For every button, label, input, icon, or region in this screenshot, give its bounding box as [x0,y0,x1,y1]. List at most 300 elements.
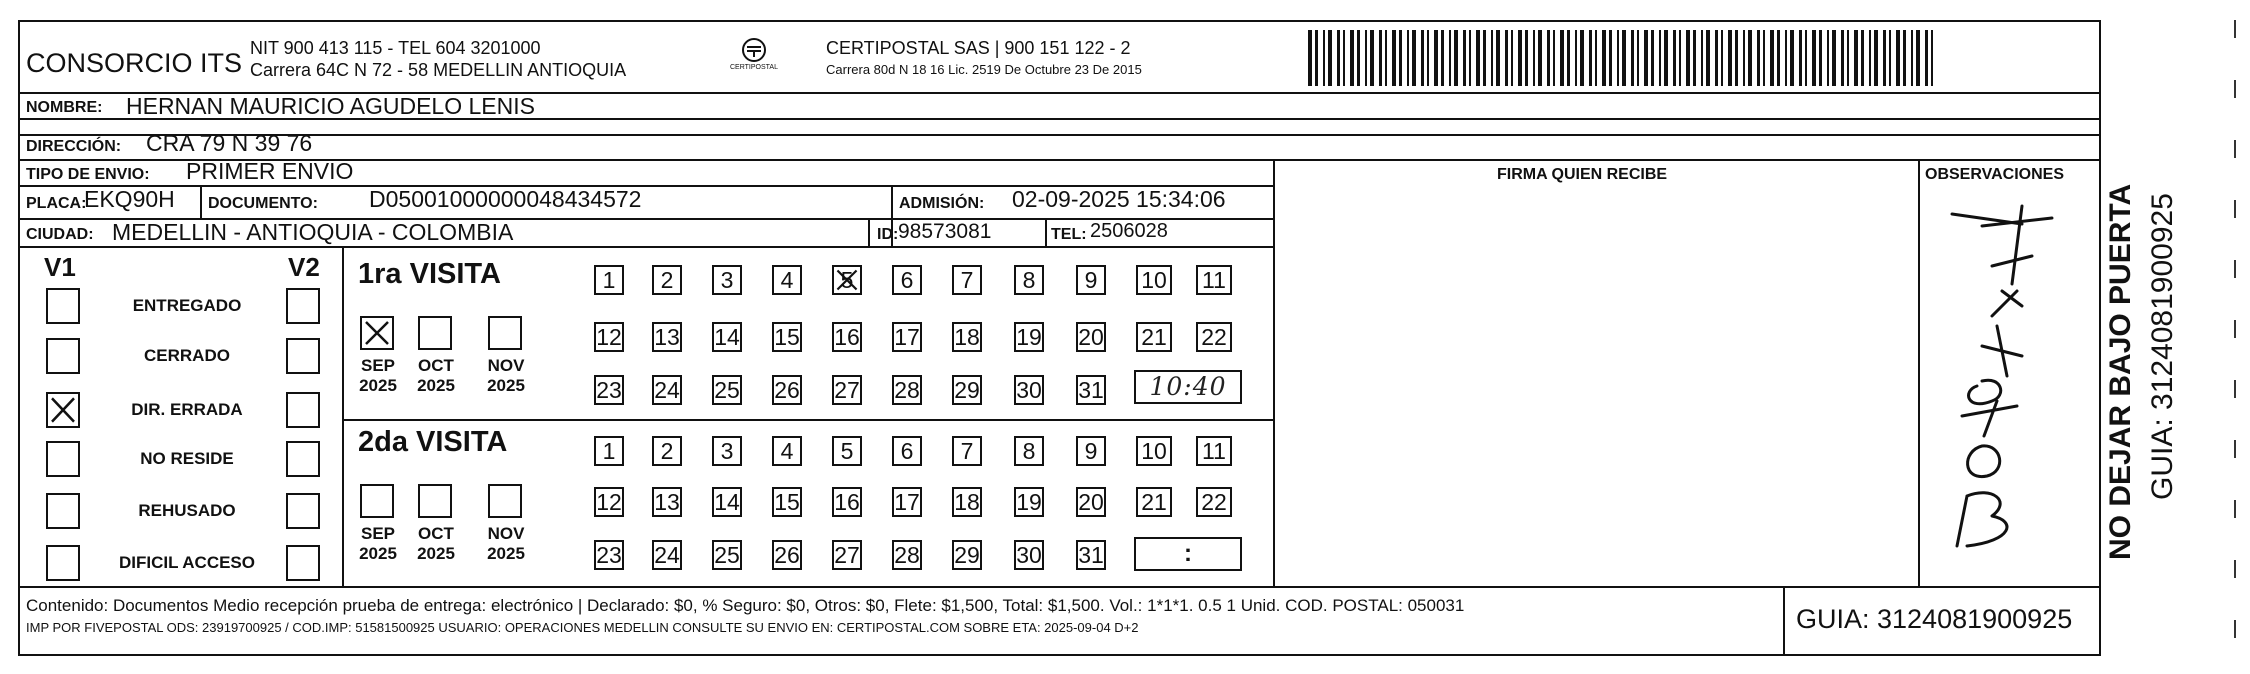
reason-label: DIR. ERRADA [131,400,243,419]
barcode-bar [1728,30,1732,86]
day-number: 26 [774,377,800,403]
tipo-envio-label: TIPO DE ENVIO: [26,166,150,183]
first-visit-time-box [1134,370,1242,404]
second-visit-day[interactable] [832,436,862,466]
second-visit-day[interactable] [594,540,624,570]
barcode-bar [1903,30,1906,86]
first-visit-day[interactable] [772,322,802,352]
barcode-bar [1686,30,1690,86]
second-visit-day[interactable] [1014,436,1044,466]
nombre-label: NOMBRE: [26,99,103,116]
first-visit-day[interactable] [1014,265,1044,295]
day-number: 11 [1202,267,1226,293]
barcode-bar [1357,30,1360,86]
day-number: 23 [596,377,622,403]
barcode-bar [1896,30,1900,86]
day-number: 2 [660,438,674,464]
barcode-bar [1337,30,1340,86]
logo-text: CERTIPOSTAL [730,64,778,71]
barcode-bar [1589,30,1592,86]
day-number: 14 [714,324,740,350]
placa-value: EKQ90H [84,186,175,212]
second-visit-day[interactable] [952,487,982,517]
v2-checkbox[interactable] [286,338,320,374]
documento-label: DOCUMENTO: [208,195,318,212]
company-name: CONSORCIO ITS [26,48,243,78]
day-number: 16 [834,324,860,350]
second-visit-day[interactable] [952,540,982,570]
day-number: 9 [1084,438,1098,464]
id-label: ID: [877,226,899,243]
barcode-bar [1609,30,1612,86]
barcode-bar [1308,30,1312,86]
second-visit-day[interactable] [1136,436,1172,466]
day-number: 9 [1084,267,1098,293]
month-name: NOV [487,524,525,543]
barcode-bar [1743,30,1745,86]
second-visit-day[interactable] [712,487,742,517]
day-number: 1 [602,438,616,464]
barcode-bar [1350,30,1354,86]
barcode-bar [1869,30,1871,86]
barcode-bar [1370,30,1374,86]
barcode-bar [1567,30,1570,86]
barcode-bar [1518,30,1522,86]
barcode-bar [1785,30,1787,86]
v1-checkbox[interactable] [46,392,80,428]
day-number: 17 [894,489,920,515]
first-visit-day[interactable] [712,265,742,295]
day-number: 18 [954,489,980,515]
tipo-envio-value: PRIMER ENVIO [186,158,354,184]
barcode-bar [1925,30,1928,86]
reason-label: ENTREGADO [132,296,242,315]
day-number: 5 [840,267,854,293]
barcode-bar [1343,30,1345,86]
barcode-bar [1701,30,1703,86]
day-number: 5 [840,438,854,464]
barcode-bar [1748,30,1752,86]
certipostal-line1: CERTIPOSTAL SAS | 900 151 122 - 2 [826,38,1131,58]
second-visit-day[interactable] [652,540,682,570]
tel-label: TEL: [1051,226,1087,243]
barcode-bar [1421,30,1424,86]
barcode-bar [1911,30,1913,86]
month-name: SEP [360,356,396,375]
day-number: 29 [954,542,980,568]
day-number: 27 [834,377,860,403]
footer-imp: IMP POR FIVEPOSTAL ODS: 23919700925 / COD.IMP: 51581500925 USUARIO: OPERACIONES MEDELLIN CONSULTE SU ENVIO EN: CERTIPOSTAL.COM SOBRE ETA: 2025-09-04 D+2 [26,620,1139,635]
v1-checkbox[interactable] [46,545,80,581]
first-visit-day[interactable] [1076,322,1106,352]
day-number: 24 [654,542,680,568]
second-visit-month-checkbox[interactable] [418,484,452,518]
second-visit-day[interactable] [1076,540,1106,570]
barcode-bar [1602,30,1606,86]
first-visit-day[interactable] [594,375,624,405]
barcode-bar [1721,30,1723,86]
first-visit-day[interactable] [1196,265,1232,295]
barcode-bar [1491,30,1493,86]
second-visit-day[interactable] [652,436,682,466]
barcode-bar [1323,30,1325,86]
certipostal-logo-icon [726,36,782,84]
day-number: 28 [894,377,920,403]
v1-checkbox[interactable] [46,338,80,374]
first-visit-day[interactable] [1196,322,1232,352]
first-visit-day[interactable] [952,265,982,295]
barcode-bar [1553,30,1555,86]
first-visit-day[interactable] [772,375,802,405]
month-year: 2025 [417,376,455,395]
barcode-bar [1693,30,1696,86]
second-visit-day[interactable] [1076,487,1106,517]
barcode-bar [1706,30,1710,86]
day-number: 10 [1141,438,1167,464]
side-warning: NO DEJAR BAJO PUERTA [2104,183,2137,560]
first-visit-month-checkbox[interactable] [360,316,394,350]
month-year: 2025 [417,544,455,563]
reason-label: NO RESIDE [140,449,234,468]
barcode-bar [1511,30,1513,86]
v2-checkbox[interactable] [286,392,320,428]
barcode-bar [1777,30,1780,86]
first-visit-month-label [482,356,530,396]
first-visit-day[interactable] [652,322,682,352]
second-visit-day[interactable] [892,436,922,466]
second-visit-month-label [354,524,402,564]
day-number: 27 [834,542,860,568]
barcode-bar [1547,30,1550,86]
second-visit-day[interactable] [712,436,742,466]
barcode-bar [1469,30,1471,86]
day-number: 23 [596,542,622,568]
second-visit-month-checkbox[interactable] [488,484,522,518]
barcode-bar [1827,30,1829,86]
barcode-bar [1874,30,1878,86]
barcode-bar [1664,30,1668,86]
day-number: 21 [1141,324,1167,350]
first-visit-day[interactable] [712,375,742,405]
second-visit-month-label [482,524,530,564]
barcode-bar [1617,30,1619,86]
first-visit-day[interactable] [952,375,982,405]
day-number: 2 [660,267,674,293]
barcode-bar [1659,30,1661,86]
admision-value: 02-09-2025 15:34:06 [1012,186,1226,212]
second-visit-day[interactable] [832,487,862,517]
barcode-bar [1673,30,1676,86]
barcode-bar [1496,30,1500,86]
nombre-value: HERNAN MAURICIO AGUDELO LENIS [126,93,535,119]
day-number: 11 [1202,438,1226,464]
day-number: 25 [714,542,740,568]
certipostal-line2: Carrera 80d N 18 16 Lic. 2519 De Octubre 23 De 2015 [826,62,1142,77]
first-visit-month-checkbox[interactable] [488,316,522,350]
barcode-bar [1449,30,1451,86]
admision-label: ADMISIÓN: [899,195,985,212]
barcode-bar [1412,30,1416,86]
first-visit-day[interactable] [652,375,682,405]
second-visit-day[interactable] [594,487,624,517]
day-number: 8 [1022,267,1036,293]
second-visit-month-label [412,524,460,564]
day-number: 1 [602,267,616,293]
second-visit-time-box [1134,537,1242,571]
certipostal-logo [726,36,782,84]
v1-checkbox[interactable] [46,288,80,324]
day-number: 20 [1078,324,1104,350]
second-visit-day[interactable] [1014,487,1044,517]
second-visit-day[interactable] [772,540,802,570]
ciudad-label: CIUDAD: [26,226,94,243]
month-name: OCT [418,356,454,375]
first-visit-day[interactable] [1136,322,1172,352]
day-number: 7 [960,438,974,464]
first-visit-day[interactable] [594,265,624,295]
first-visit-day[interactable] [892,322,922,352]
v2-checkbox[interactable] [286,441,320,477]
first-visit-day[interactable] [1076,375,1106,405]
second-visit-day[interactable] [594,436,624,466]
day-number: 16 [834,489,860,515]
second-visit-time: : [1184,540,1192,567]
barcode-bar [1385,30,1387,86]
day-number: 15 [774,324,800,350]
barcode-bar [1841,30,1844,86]
day-number: 6 [900,267,914,293]
day-number: 13 [654,324,680,350]
day-number: 13 [654,489,680,515]
barcode-bar [1889,30,1891,86]
day-number: 6 [900,438,914,464]
x-mark-icon [834,267,860,293]
barcode-bar [1735,30,1738,86]
direccion-value: CRA 79 N 39 76 [146,130,313,156]
barcode-bar [1805,30,1807,86]
barcode-bar [1595,30,1597,86]
day-number: 4 [780,267,794,293]
day-number: 12 [596,489,622,515]
barcode-bar [1763,30,1765,86]
ciudad-value: MEDELLIN - ANTIOQUIA - COLOMBIA [112,219,514,245]
second-visit-title: 2da VISITA [358,426,508,458]
barcode-bar [1637,30,1639,86]
day-number: 24 [654,377,680,403]
edge-mark [2234,20,2236,650]
barcode-bar [1379,30,1382,86]
first-visit-day[interactable] [952,322,982,352]
footer-contenido: Contenido: Documentos Medio recepción prueba de entrega: electrónico | Declarado: $0, % Seguro: $0, Otros: $0, Flete: $1,500, Total: $1,500. Vol.: 1*1*1. 0.5 1 Unid. COD. POSTAL: 050031 [26,596,1465,615]
barcode-bar [1931,30,1933,86]
first-visit-title: 1ra VISITA [358,258,501,290]
barcode-bar [1770,30,1774,86]
second-visit-day[interactable] [712,540,742,570]
day-number: 4 [780,438,794,464]
second-visit-day[interactable] [892,540,922,570]
barcode-bar [1679,30,1681,86]
barcode-bar [1505,30,1508,86]
day-number: 17 [894,324,920,350]
month-name: NOV [487,356,525,375]
first-visit-day[interactable] [892,265,922,295]
barcode-bar [1715,30,1718,86]
barcode-bar [1454,30,1458,86]
reason-label: REHUSADO [138,501,236,520]
first-visit-month-label [354,356,402,396]
footer-guia: GUIA: 3124081900925 [1796,604,2073,634]
barcode-bar [1365,30,1367,86]
month-name: SEP [360,524,396,543]
barcode-bar [1441,30,1444,86]
second-visit-day[interactable] [1014,540,1044,570]
day-number: 18 [954,324,980,350]
barcode-bar [1315,30,1318,86]
first-visit-day[interactable] [652,265,682,295]
placa-label: PLACA: [26,195,87,212]
observaciones-header: OBSERVACIONES [1925,166,2064,183]
side-guia: GUIA: 3124081900925 [2146,193,2179,500]
day-number: 12 [596,324,622,350]
month-year: 2025 [359,544,397,563]
first-visit-month-label [412,356,460,396]
barcode-bar [1560,30,1564,86]
day-number: 30 [1016,542,1042,568]
barcode-bar [1651,30,1654,86]
second-visit-day[interactable] [1196,436,1232,466]
first-visit-day[interactable] [1136,265,1172,295]
day-number: 22 [1201,489,1227,515]
barcode-bar [1575,30,1577,86]
day-number: 15 [774,489,800,515]
day-number: 31 [1078,377,1104,403]
company-nit: NIT 900 413 115 - TEL 604 3201000 [250,38,541,58]
barcode-bar [1434,30,1438,86]
day-number: 3 [720,438,734,464]
day-number: 26 [774,542,800,568]
barcode-bar [1644,30,1648,86]
barcode-bar [1790,30,1794,86]
firma-header: FIRMA QUIEN RECIBE [1497,166,1668,183]
month-year: 2025 [359,376,397,395]
first-visit-time: 10:40 [1149,372,1227,401]
barcode-bar [1757,30,1760,86]
barcode-bar [1533,30,1535,86]
first-visit-day[interactable] [772,265,802,295]
day-number: 22 [1201,324,1227,350]
barcode-bar [1463,30,1466,86]
first-visit-day[interactable] [1014,322,1044,352]
id-value: 98573081 [898,220,992,243]
day-number: 29 [954,377,980,403]
second-visit-day[interactable] [652,487,682,517]
barcode-bar [1631,30,1634,86]
first-visit-day[interactable] [832,322,862,352]
day-number: 19 [1016,324,1042,350]
month-year: 2025 [487,376,525,395]
day-number: 30 [1016,377,1042,403]
handwritten-signature [1922,196,2092,576]
tel-value: 2506028 [1090,220,1168,242]
barcode-bar [1580,30,1584,86]
barcode-bar [1832,30,1836,86]
reason-label: DIFICIL ACCESO [118,553,255,572]
barcode-bar [1799,30,1802,86]
barcode-bar [1847,30,1849,86]
second-visit-day[interactable] [892,487,922,517]
barcode-bar [1819,30,1822,86]
day-number: 25 [714,377,740,403]
second-visit-day[interactable] [1136,487,1172,517]
first-visit-day[interactable] [832,375,862,405]
v2-checkbox[interactable] [286,288,320,324]
month-year: 2025 [487,544,525,563]
day-number: 3 [720,267,734,293]
barcode [1308,30,1944,86]
second-visit-day[interactable] [772,487,802,517]
day-number: 31 [1078,542,1104,568]
barcode-bar [1476,30,1480,86]
direccion-label: DIRECCIÓN: [26,138,122,155]
first-visit-month-checkbox[interactable] [418,316,452,350]
barcode-bar [1854,30,1858,86]
documento-value: D05001000000048434572 [369,186,642,212]
second-visit-day[interactable] [772,436,802,466]
barcode-bar [1483,30,1486,86]
barcode-bar [1407,30,1409,86]
v2-checkbox[interactable] [286,493,320,529]
first-visit-day[interactable] [892,375,922,405]
v1-checkbox[interactable] [46,441,80,477]
barcode-bar [1538,30,1542,86]
first-visit-day[interactable] [1014,375,1044,405]
second-visit-day[interactable] [832,540,862,570]
v2-label: V2 [288,252,320,282]
day-number: 21 [1141,489,1167,515]
second-visit-day[interactable] [1076,436,1106,466]
first-visit-day[interactable] [594,322,624,352]
barcode-bar [1622,30,1626,86]
day-number: 7 [960,267,974,293]
day-number: 10 [1141,267,1167,293]
first-visit-day[interactable] [1076,265,1106,295]
barcode-bar [1883,30,1886,86]
month-name: OCT [418,524,454,543]
reason-label: CERRADO [144,346,230,365]
second-visit-day[interactable] [952,436,982,466]
day-number: 28 [894,542,920,568]
barcode-bar [1525,30,1528,86]
v2-checkbox[interactable] [286,545,320,581]
barcode-bar [1399,30,1402,86]
v1-checkbox[interactable] [46,493,80,529]
barcode-bar [1812,30,1816,86]
second-visit-day[interactable] [1196,487,1232,517]
second-visit-month-checkbox[interactable] [360,484,394,518]
barcode-bar [1916,30,1920,86]
first-visit-day[interactable] [832,265,862,295]
v1-label: V1 [44,252,76,282]
day-number: 20 [1078,489,1104,515]
day-number: 19 [1016,489,1042,515]
day-number: 8 [1022,438,1036,464]
company-address: Carrera 64C N 72 - 58 MEDELLIN ANTIOQUIA [250,60,627,80]
barcode-bar [1861,30,1864,86]
first-visit-day[interactable] [712,322,742,352]
barcode-bar [1427,30,1429,86]
day-number: 14 [714,489,740,515]
barcode-bar [1392,30,1396,86]
